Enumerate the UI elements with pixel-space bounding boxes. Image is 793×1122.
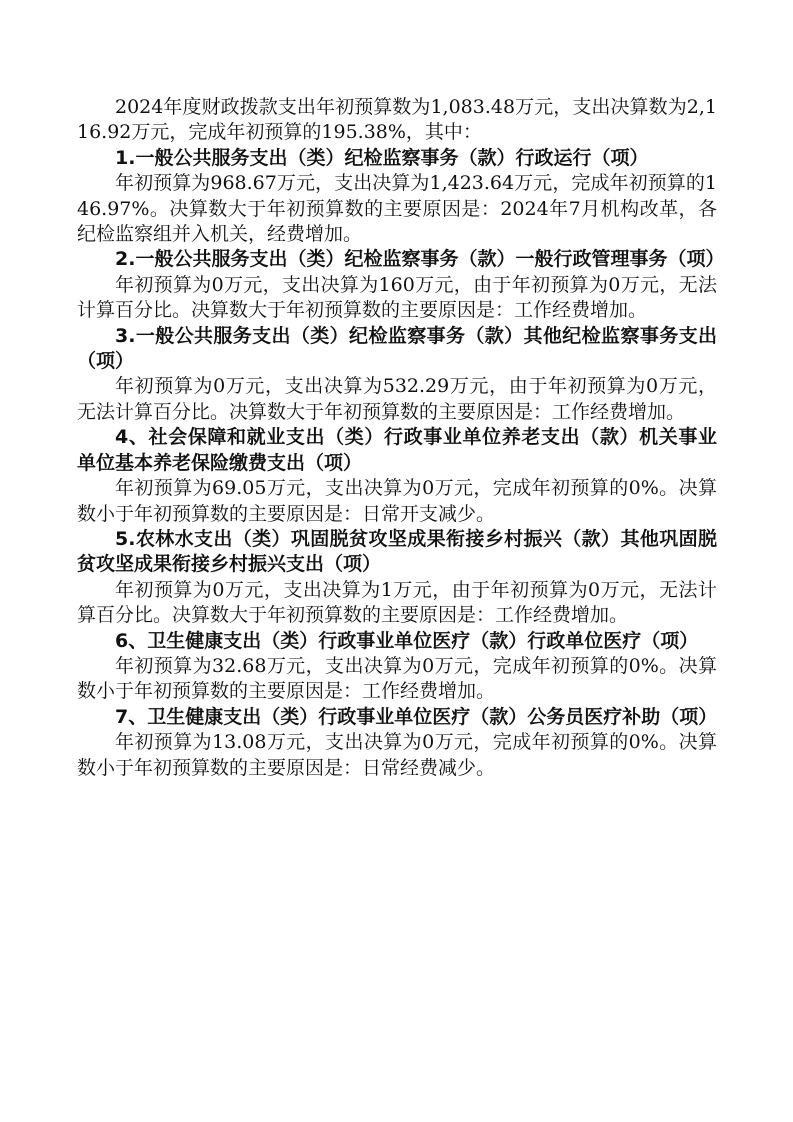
section-5-heading: 5.农林水支出（类）巩固脱贫攻坚成果衔接乡村振兴（款）其他巩固脱贫攻坚成果衔接乡村振兴支出（项） bbox=[77, 527, 717, 576]
section-6-heading: 6、卫生健康支出（类）行政事业单位医疗（款）行政单位医疗（项） bbox=[115, 629, 699, 652]
section-3-body: 年初预算为0万元，支出决算为532.29万元，由于年初预算为0万元，无法计算百分比。决算数大于年初预算数的主要原因是：工作经费增加。 bbox=[77, 375, 717, 423]
section-4-body: 年初预算为69.05万元，支出决算为0万元，完成年初预算的0%。决算数小于年初预算数的主要原因是：日常开支减少。 bbox=[77, 477, 717, 525]
document-page bbox=[77, 95, 725, 781]
section-1-body: 年初预算为968.67万元，支出决算为1,423.64万元，完成年初预算的146.97%。决算数大于年初预算数的主要原因是：2024年7月机构改革，各纪检监察组并入机关，经费增加。 bbox=[77, 172, 717, 246]
section-3-heading: 3.一般公共服务支出（类）纪检监察事务（款）其他纪检监察事务支出（项） bbox=[77, 324, 717, 373]
section-2-heading: 2.一般公共服务支出（类）纪检监察事务（款）一般行政管理事务（项） bbox=[115, 248, 725, 271]
section-7-heading: 7、卫生健康支出（类）行政事业单位医疗（款）公务员医疗补助（项） bbox=[115, 705, 718, 728]
section-7-body: 年初预算为13.08万元，支出决算为0万元，完成年初预算的0%。决算数小于年初预算数的主要原因是：日常经费减少。 bbox=[77, 731, 717, 779]
intro-paragraph: 2024年度财政拨款支出年初预算数为1,083.48万元，支出决算数为2,116.92万元，完成年初预算的195.38%，其中： bbox=[77, 96, 717, 144]
section-1-heading: 1.一般公共服务支出（类）纪检监察事务（款）行政运行（项） bbox=[115, 146, 649, 169]
section-4-heading: 4、社会保障和就业支出（类）行政事业单位养老支出（款）机关事业单位基本养老保险缴费支出（项） bbox=[77, 426, 717, 474]
section-5-body: 年初预算为0万元，支出决算为1万元，由于年初预算为0万元，无法计算百分比。决算数大于年初预算数的主要原因是：工作经费增加。 bbox=[77, 578, 717, 627]
section-2-body: 年初预算为0万元，支出决算为160万元，由于年初预算为0万元，无法计算百分比。决算数大于年初预算数的主要原因是：工作经费增加。 bbox=[77, 273, 717, 322]
section-6-body: 年初预算为32.68万元，支出决算为0万元，完成年初预算的0%。决算数小于年初预算数的主要原因是：工作经费增加。 bbox=[77, 654, 717, 703]
